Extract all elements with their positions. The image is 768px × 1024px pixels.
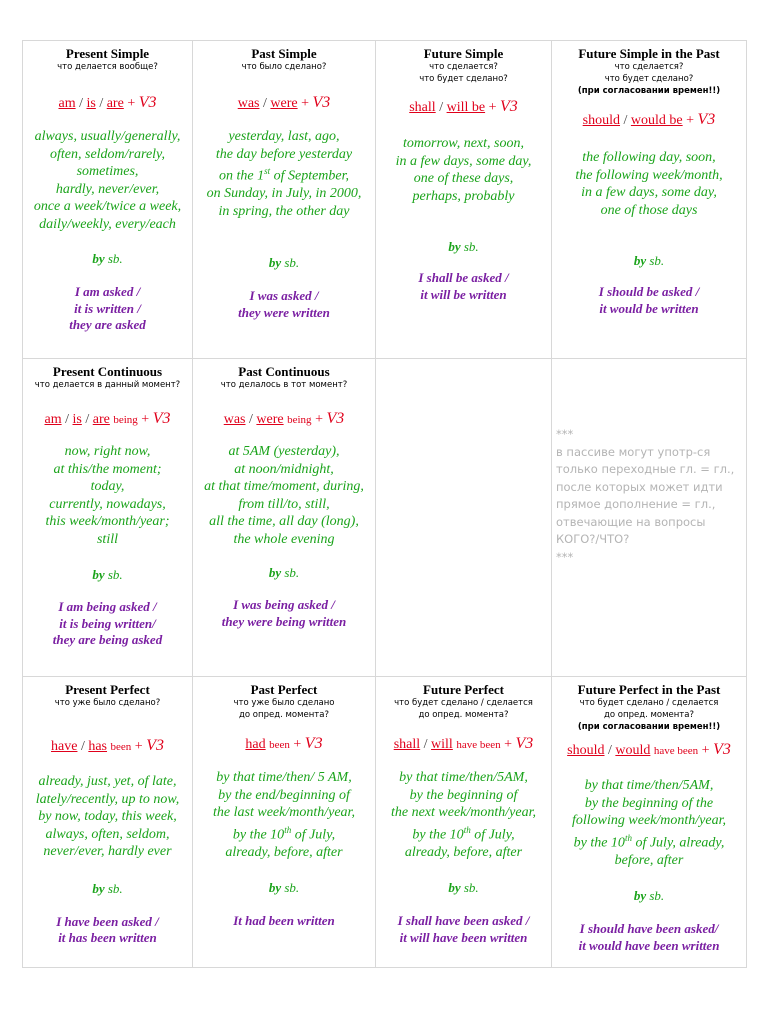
marker-line: lately/recently, up to now, xyxy=(35,791,180,807)
formula xyxy=(193,94,375,113)
cell-question: что будет сделано? xyxy=(604,74,694,84)
v3: V3 xyxy=(146,737,164,754)
time-markers xyxy=(23,128,192,233)
formula xyxy=(23,94,192,113)
by-agent xyxy=(23,567,192,583)
aux-shall: shall xyxy=(409,100,436,115)
aux-would-be: would be xyxy=(630,113,683,128)
examples xyxy=(552,921,746,954)
slash: / xyxy=(79,96,83,111)
aux-being: being xyxy=(113,414,138,426)
cell-question: что уже было сделано? xyxy=(54,698,161,708)
slash: / xyxy=(439,100,444,115)
marker-line: in a few days, some day, xyxy=(581,185,717,200)
cell-title: Present Continuous xyxy=(52,364,163,379)
cell-question: что будет сделано? xyxy=(419,74,508,84)
by-agent xyxy=(552,888,746,904)
marker-line: before, after xyxy=(614,852,684,868)
example-line: it would have been written xyxy=(578,937,720,953)
v3: V3 xyxy=(152,410,171,427)
by-word: by xyxy=(633,888,647,904)
plus: + xyxy=(504,737,513,752)
plus: + xyxy=(141,412,150,427)
marker-line: currently, nowadays, xyxy=(49,496,166,512)
marker-line: once a week/twice a week, xyxy=(33,199,182,214)
example-line: I should be asked / xyxy=(598,284,700,299)
marker-line xyxy=(552,830,746,852)
example-line: it will have been written xyxy=(399,929,528,945)
marker-line: always, often, seldom, xyxy=(45,826,170,842)
marker-line: tomorrow, next, soon, xyxy=(403,136,524,151)
marker-line: the day before yesterday xyxy=(215,146,353,162)
superscript: th xyxy=(624,832,632,843)
example-line: they are asked xyxy=(69,317,146,332)
marker-line: at this/the moment; xyxy=(53,461,162,477)
marker-line: one of these days, xyxy=(413,171,514,186)
cell-present-continuous xyxy=(22,359,193,677)
sb-word: sb. xyxy=(107,880,123,896)
sb-word: sb. xyxy=(649,888,665,904)
aux-being: being xyxy=(287,414,312,426)
aux-would: would xyxy=(615,743,651,758)
examples xyxy=(376,913,551,946)
examples xyxy=(552,284,746,317)
marker-line: at that time/moment, during, xyxy=(204,479,364,494)
time-markers xyxy=(23,773,192,861)
cell-title: Future Perfect in the Past xyxy=(577,682,721,697)
example-line: It had been written xyxy=(233,913,335,929)
time-markers xyxy=(552,777,746,869)
marker-text: on the 1 xyxy=(218,168,265,184)
marker-line: by the end/beginning of xyxy=(218,787,350,803)
cell-question: до опред. момента? xyxy=(604,710,694,720)
marker-line: at 5AM (yesterday), xyxy=(228,444,340,459)
marker-line: always, usually/generally, xyxy=(34,129,181,144)
note-line: КОГО?/ЧТО? xyxy=(556,532,630,546)
aux-have: have xyxy=(51,739,78,754)
aux-has: has xyxy=(88,739,108,754)
example-line: I was being asked / xyxy=(233,597,335,612)
marker-line xyxy=(193,822,375,844)
cell-note: (при согласовании времен!!) xyxy=(577,722,721,732)
cell-past-continuous xyxy=(193,359,376,677)
note-line: прямое дополнение = гл., xyxy=(556,497,716,511)
formula xyxy=(552,741,746,760)
time-markers xyxy=(193,769,375,861)
examples xyxy=(23,599,192,649)
marker-line: all the time, all day (long), xyxy=(209,514,359,529)
cell-title: Future Simple in the Past xyxy=(578,46,720,61)
superscript: th xyxy=(463,824,471,835)
marker-line: sometimes, xyxy=(76,164,139,179)
marker-text: of September, xyxy=(270,168,350,184)
v3: V3 xyxy=(304,735,323,752)
time-markers xyxy=(23,443,192,548)
marker-line: by the beginning of the xyxy=(584,795,714,811)
aux-will-be: will be xyxy=(446,100,486,115)
marker-text: by the 10 xyxy=(412,827,464,843)
marker-line: by that time/then/5AM, xyxy=(584,778,714,793)
cell-future-perfect xyxy=(376,677,552,968)
cell-question: что будет сделано / сделается xyxy=(394,698,533,708)
by-word: by xyxy=(268,880,282,896)
sb-word: sb. xyxy=(463,239,479,254)
note-line: отвечающие на вопросы xyxy=(556,514,706,529)
aux-have-been: have been xyxy=(653,745,699,757)
cell-question: что делается вообще? xyxy=(57,62,158,72)
marker-line: one of those days xyxy=(600,202,698,218)
v3: V3 xyxy=(326,410,345,427)
slash: / xyxy=(99,96,104,111)
marker-line: following week/month/year, xyxy=(572,813,726,828)
v3: V3 xyxy=(697,111,716,128)
plus: + xyxy=(701,743,710,758)
plus: + xyxy=(315,412,323,427)
marker-line: yesterday, last, ago, xyxy=(228,129,340,144)
cell-question: что будет сделано / сделается xyxy=(579,698,719,708)
cell-title: Future Perfect xyxy=(423,682,504,697)
superscript: st xyxy=(264,166,271,176)
v3: V3 xyxy=(515,735,534,752)
note-line: только переходные гл. = гл., xyxy=(556,462,735,476)
marker-line: never/ever, hardly ever xyxy=(43,844,172,859)
marker-line: at noon/midnight, xyxy=(234,461,334,477)
aux-am: am xyxy=(44,412,62,427)
cell-question: до опред. момента? xyxy=(418,710,509,720)
tenses-table xyxy=(22,40,747,968)
by-agent xyxy=(193,880,375,896)
slash: / xyxy=(249,412,253,427)
v3: V3 xyxy=(499,98,518,115)
cell-question: что сделается? xyxy=(614,62,684,72)
cell-present-simple xyxy=(22,40,193,359)
plus: + xyxy=(686,113,695,128)
v3: V3 xyxy=(312,94,331,111)
by-word: by xyxy=(448,239,461,254)
formula xyxy=(376,735,551,754)
marker-line: in spring, the other day xyxy=(218,203,350,219)
example-line: it has been written xyxy=(58,930,157,945)
by-agent xyxy=(23,251,192,267)
marker-text: of July, already, xyxy=(631,835,725,851)
sb-word: sb. xyxy=(284,880,300,896)
sb-word: sb. xyxy=(107,251,123,266)
marker-line: by that time/then/5AM, xyxy=(399,770,528,785)
aux-shall: shall xyxy=(393,737,421,752)
cell-present-perfect xyxy=(22,677,193,968)
marker-line: on Sunday, in July, in 2000, xyxy=(206,186,362,202)
example-line: I am being asked / xyxy=(58,599,157,614)
slash: / xyxy=(85,412,90,427)
time-markers xyxy=(193,128,375,220)
aux-was: was xyxy=(237,96,260,111)
slash: / xyxy=(423,737,428,752)
marker-text: by the 10 xyxy=(573,835,625,851)
v3: V3 xyxy=(713,741,731,758)
marker-text: of July, xyxy=(291,827,336,843)
marker-line: hardly, never/ever, xyxy=(55,181,160,197)
cell-future-simple-in-the-past xyxy=(552,40,747,359)
aux-was: was xyxy=(223,412,246,427)
marker-line: already, before, after xyxy=(404,844,523,860)
cell-past-simple xyxy=(193,40,376,359)
marker-line: by now, today, this week, xyxy=(38,809,177,824)
by-word: by xyxy=(268,255,282,271)
cell-title: Present Perfect xyxy=(65,682,150,697)
marker-text: by the 10 xyxy=(232,827,285,843)
marker-text: of July, xyxy=(470,827,515,843)
cell-empty xyxy=(376,359,552,677)
cell-future-perfect-in-the-past xyxy=(552,677,747,968)
time-markers xyxy=(552,149,746,219)
cell-future-simple xyxy=(376,40,552,359)
marker-line: already, before, after xyxy=(225,844,343,860)
note-line: в пассиве могут употр-ся xyxy=(556,444,711,459)
by-agent xyxy=(376,880,551,896)
example-line: I shall have been asked / xyxy=(397,913,530,929)
plus: + xyxy=(488,100,497,115)
time-markers xyxy=(376,769,551,861)
cell-past-perfect xyxy=(193,677,376,968)
slash: / xyxy=(65,412,70,427)
cell-question: что было сделано? xyxy=(241,62,327,72)
aux-were: were xyxy=(256,412,284,427)
example-line: I am asked / xyxy=(74,284,141,299)
aux-is: is xyxy=(86,96,96,111)
marker-line: from till/to, still, xyxy=(238,496,330,512)
cell-note: (при согласовании времен!!) xyxy=(577,86,721,96)
slash: / xyxy=(623,113,628,128)
aux-should: should xyxy=(582,113,621,128)
sb-word: sb. xyxy=(649,253,665,268)
aux-should: should xyxy=(567,743,605,758)
sb-word: sb. xyxy=(284,255,300,271)
note-line: *** xyxy=(556,549,574,564)
marker-line: the next week/month/year, xyxy=(390,805,536,820)
examples xyxy=(193,913,375,930)
marker-line: the following week/month, xyxy=(575,167,723,183)
marker-line: perhaps, probably xyxy=(412,188,515,204)
note-line: *** xyxy=(556,427,574,441)
example-line: I have been asked / xyxy=(56,913,159,929)
aux-are: are xyxy=(92,412,110,427)
aux-have-been: have been xyxy=(456,739,501,751)
cell-question: что сделается? xyxy=(429,62,498,72)
slash: / xyxy=(80,739,85,754)
example-line: I should have been asked/ xyxy=(579,921,719,937)
formula xyxy=(23,410,192,429)
formula xyxy=(193,410,375,429)
cell-question: до опред. момента? xyxy=(239,710,329,720)
marker-line: the last week/month/year, xyxy=(213,805,355,820)
superscript: th xyxy=(284,824,292,835)
cell-title: Past Continuous xyxy=(238,364,330,379)
formula xyxy=(23,737,192,756)
formula xyxy=(193,735,375,754)
plus: + xyxy=(301,96,309,111)
aux-were: were xyxy=(270,96,298,111)
sb-word: sb. xyxy=(284,565,300,580)
by-word: by xyxy=(92,567,105,582)
formula xyxy=(552,111,746,130)
example-line: they were written xyxy=(238,304,330,320)
marker-line xyxy=(376,822,551,844)
cell-title: Present Simple xyxy=(65,46,150,61)
aux-will: will xyxy=(431,737,453,752)
v3: V3 xyxy=(138,94,157,111)
marker-line: by that time/then/ 5 AM, xyxy=(216,770,352,785)
aux-been: been xyxy=(110,741,132,753)
example-line: they are being asked xyxy=(52,632,163,647)
marker-line: often, seldom/rarely, xyxy=(50,146,165,162)
by-word: by xyxy=(92,880,105,896)
time-markers xyxy=(193,443,375,548)
note-line: после которых может идти xyxy=(556,479,723,494)
aux-had: had xyxy=(245,737,266,752)
slash: / xyxy=(607,743,612,758)
cell-title: Future Simple xyxy=(423,46,504,61)
marker-line: in a few days, some day, xyxy=(395,153,532,169)
example-line: they were being written xyxy=(221,613,347,629)
formula xyxy=(376,98,551,117)
by-word: by xyxy=(448,880,461,896)
cell-title: Past Perfect xyxy=(250,682,318,697)
marker-line: the following day, soon, xyxy=(582,150,716,165)
aux-are: are xyxy=(106,96,124,111)
example-line: it will be written xyxy=(420,286,507,302)
marker-line: daily/weekly, every/each xyxy=(39,216,176,232)
example-line: it would be written xyxy=(599,300,699,316)
plus: + xyxy=(127,96,136,111)
passive-note xyxy=(556,426,742,566)
by-agent xyxy=(193,565,375,581)
marker-line: the whole evening xyxy=(233,531,335,547)
example-line: it is being written/ xyxy=(59,615,156,631)
marker-line: still xyxy=(96,531,118,547)
by-agent xyxy=(193,255,375,271)
by-agent xyxy=(552,253,746,269)
sb-word: sb. xyxy=(107,567,123,582)
by-word: by xyxy=(92,251,105,266)
sb-word: sb. xyxy=(463,880,479,896)
plus: + xyxy=(293,737,302,752)
example-line: I was asked / xyxy=(249,288,319,304)
example-line: I shall be asked / xyxy=(418,270,509,285)
cell-note xyxy=(552,359,747,677)
cell-title: Past Simple xyxy=(251,46,317,61)
time-markers xyxy=(376,135,551,205)
examples xyxy=(193,288,375,321)
slash: / xyxy=(263,96,267,111)
marker-line: by the beginning of xyxy=(409,787,518,803)
marker-line xyxy=(193,163,375,185)
examples xyxy=(193,597,375,630)
examples xyxy=(376,270,551,303)
by-agent xyxy=(376,239,551,255)
aux-is: is xyxy=(72,412,82,427)
by-word: by xyxy=(633,253,647,268)
marker-line: this week/month/year; xyxy=(45,514,170,529)
plus: + xyxy=(134,739,143,754)
aux-am: am xyxy=(58,96,76,111)
cell-question: что делается в данный момент? xyxy=(34,380,181,390)
by-agent xyxy=(23,881,192,897)
marker-line: now, right now, xyxy=(64,444,151,459)
aux-been: been xyxy=(269,739,290,751)
by-word: by xyxy=(268,565,282,580)
marker-line: today, xyxy=(90,479,125,494)
examples xyxy=(23,914,192,947)
cell-question: что делалось в тот момент? xyxy=(220,380,348,390)
marker-line: already, just, yet, of late, xyxy=(38,774,177,789)
cell-question: что уже было сделано xyxy=(233,698,335,708)
example-line: it is written / xyxy=(74,300,141,316)
examples xyxy=(23,284,192,334)
